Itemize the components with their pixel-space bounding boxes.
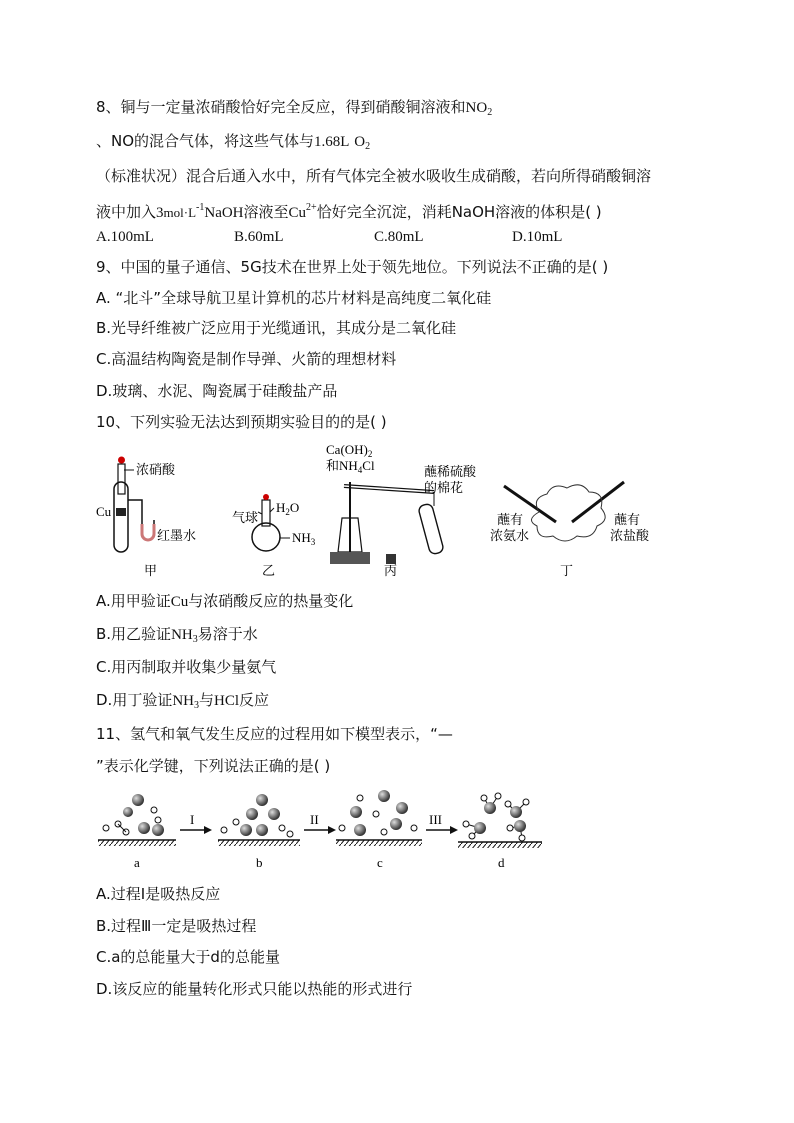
- q8-option-b: B.60mL: [234, 229, 284, 245]
- arrow-step-1: [180, 812, 212, 834]
- svg-text:III: III: [429, 812, 442, 827]
- q10-option-c: C.用丙制取并收集少量氨气: [96, 658, 277, 676]
- svg-text:II: II: [310, 812, 319, 827]
- arrow-step-2: [304, 812, 336, 834]
- svg-text:H2O: $H_2O$: [276, 500, 300, 517]
- svg-text:浓盐酸: 浓盐酸: [610, 528, 650, 543]
- arrow-step-3: [426, 812, 458, 834]
- q8-options: [96, 227, 562, 247]
- svg-text:浓硝酸: 浓硝酸: [136, 462, 176, 477]
- svg-text:c: c: [377, 855, 383, 870]
- q8-option-c: C.80mL: [374, 229, 424, 245]
- svg-text:蘸稀硫酸: 蘸稀硫酸: [424, 464, 477, 479]
- apparatus-yi: [232, 494, 316, 578]
- svg-text:甲: 甲: [144, 563, 158, 578]
- q11-model-figure: [96, 784, 546, 876]
- svg-text:Cu: Cu: [96, 504, 112, 519]
- svg-text:蘸有: 蘸有: [497, 512, 524, 527]
- q10-stem: 10、下列实验无法达到预期实验目的的是( ): [96, 413, 387, 431]
- q8-option-a: A.100mL: [96, 229, 154, 245]
- q8-line1: 8、铜与一定量浓硝酸恰好完全反应，得到硝酸铜溶液和$NO_2$: [96, 98, 493, 118]
- svg-text:红墨水: 红墨水: [157, 528, 197, 543]
- q10-option-b: B.用乙验证$NH_3$易溶于水: [96, 625, 258, 645]
- apparatus-jia: [96, 457, 196, 579]
- svg-text:a: a: [134, 855, 140, 870]
- q11-option-c: C.a的总能量大于d的总能量: [96, 948, 280, 966]
- state-a: [98, 794, 176, 870]
- svg-text:气球: 气球: [232, 510, 259, 525]
- svg-text:的棉花: 的棉花: [424, 480, 464, 495]
- svg-text:丙: 丙: [384, 563, 398, 578]
- svg-text:和NH4Cl: 和$NH_4Cl$: [326, 458, 375, 475]
- svg-text:I: I: [190, 812, 195, 827]
- q8-option-d: D.10mL: [512, 229, 563, 245]
- q9-stem: 9、中国的量子通信、5G技术在世界上处于领先地位。下列说法不正确的是( ): [96, 258, 609, 276]
- q11-option-b: B.过程Ⅲ一定是吸热过程: [96, 917, 257, 935]
- q10-option-d: D.用丁验证$NH_3$与HCl反应: [96, 691, 270, 711]
- svg-text:b: b: [256, 855, 263, 870]
- svg-text:d: d: [498, 855, 505, 870]
- q11-option-a: A.过程Ⅰ是吸热反应: [96, 885, 221, 903]
- svg-text:Ca(OH)2: $Ca(OH)_2$: [326, 442, 373, 459]
- q9-option-b: B.光导纤维被广泛应用于光缆通讯，其成分是二氧化硅: [96, 319, 457, 337]
- svg-text:蘸有: 蘸有: [614, 512, 641, 527]
- state-c: [336, 790, 422, 870]
- q9-option-d: D.玻璃、水泥、陶瓷属于硅酸盐产品: [96, 382, 338, 400]
- state-b: [218, 794, 300, 870]
- svg-text:浓氨水: 浓氨水: [490, 528, 530, 543]
- q8-line3: （标准状况）混合后通入水中，所有气体完全被水吸收生成硝酸，若向所得硝酸铜溶: [96, 167, 652, 185]
- q11-option-d: D.该反应的能量转化形式只能以热能的形式进行: [96, 980, 413, 998]
- svg-text:乙: 乙: [262, 563, 276, 578]
- apparatus-bing: [326, 442, 477, 578]
- q8-line2: 、NO的混合气体，将这些气体与1.68L $O_2$: [96, 132, 371, 152]
- q10-apparatus-figure: [94, 442, 654, 582]
- q9-option-a: A. “北斗”全球导航卫星计算机的芯片材料是高纯度二氧化硅: [96, 289, 492, 307]
- q11-stem-line2: ”表示化学键，下列说法正确的是( ): [96, 757, 331, 775]
- q10-option-a: A.用甲验证Cu与浓硝酸反应的热量变化: [96, 592, 354, 610]
- apparatus-ding: [490, 482, 650, 578]
- q9-option-c: C.高温结构陶瓷是制作导弹、火箭的理想材料: [96, 350, 397, 368]
- svg-text:NH3: $NH_3$: [292, 530, 316, 547]
- q11-stem-line1: 11、氢气和氧气发生反应的过程用如下模型表示，“—: [96, 725, 453, 743]
- svg-text:丁: 丁: [560, 563, 574, 578]
- state-d: [458, 793, 542, 870]
- q8-line4: 液中加入$3mol\cdot L^{-1}NaOH$溶液至$Cu^{2+}$恰好完全沉淀，消耗NaOH溶液的体积是( ): [96, 202, 602, 221]
